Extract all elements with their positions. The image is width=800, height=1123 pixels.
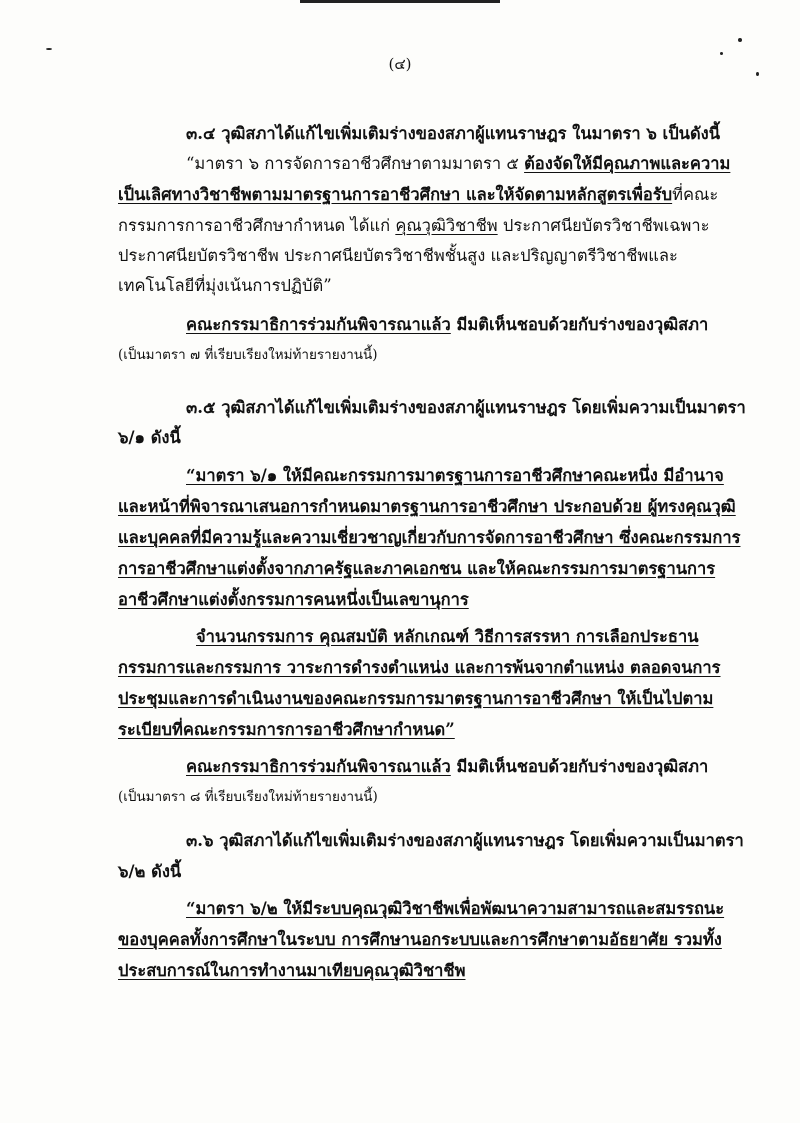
quote-text: กรรมการการอาชีวศึกษากำหนด ได้แก่ [118, 216, 396, 235]
quote-amended-text: เป็นเลิศทางวิชาชีพตามมาตรฐานการอาชีวศึกษา และให้จัดตามหลักสูตรเพื่อรับ [118, 185, 673, 204]
section-3-6-heading-line-2: ๖/๒ ดังนี้ [118, 862, 182, 881]
section-3-5-paragraph-line-3: ประชุมและการดำเนินงานของคณะกรรมการมาตรฐานการอาชีวศึกษา ให้เป็นไปตาม [118, 689, 714, 708]
section-3-5-quote-line-4: การอาชีวศึกษาแต่งตั้งจากภาครัฐและภาคเอกชน และให้คณะกรรมการมาตรฐานการ [118, 559, 716, 578]
section-3-6-quote-line-1: “มาตรา ๖/๒ ให้มีระบบคุณวุฒิวิชาชีพเพื่อพัฒนาความสามารถและสมรรถนะ [186, 899, 725, 918]
section-3-5-quote-line-2: และหน้าที่พิจารณาเสนอการกำหนดมาตรฐานการอาชีวศึกษา ประกอบด้วย ผู้ทรงคุณวุฒิ [118, 497, 736, 516]
section-3-6-quote-line-2: ของบุคคลทั้งการศึกษาในระบบ การศึกษานอกระบบและการศึกษาตามอัธยาศัย รวมทั้ง [118, 930, 722, 949]
quote-text: ที่คณะ [672, 185, 719, 204]
page-number: (๔) [388, 55, 412, 73]
scan-speck [738, 38, 742, 42]
section-3-6-heading-line-1: ๓.๖ วุฒิสภาได้แก้ไขเพิ่มเติมร่างของสภาผู้แทนราษฎร โดยเพิ่มความเป็นมาตรา [186, 831, 744, 850]
section-3-5-quote-line-1: “มาตรา ๖/๑ ให้มีคณะกรรมการมาตรฐานการอาชีวศึกษาคณะหนึ่ง มีอำนาจ [186, 466, 724, 485]
top-edge-line [300, 0, 500, 3]
opinion-text: มีมติเห็นชอบด้วยกับร่างของวุฒิสภา [450, 315, 709, 334]
section-3-5-opinion [186, 757, 708, 777]
section-3-4-quote-line-2 [118, 185, 718, 205]
section-3-5-quote-line-5: อาชีวศึกษาแต่งตั้งกรรมการคนหนึ่งเป็นเลขานุการ [118, 590, 469, 609]
section-3-5-heading-line-2: ๖/๑ ดังนี้ [118, 428, 181, 447]
section-3-4-quote-line-3 [118, 216, 710, 236]
quote-text: “มาตรา ๖ การจัดการอาชีวศึกษาตามมาตรา ๕ [186, 154, 525, 173]
committee-label: คณะกรรมาธิการร่วมกันพิจารณาแล้ว [186, 315, 451, 334]
section-3-4-note: (เป็นมาตรา ๗ ที่เรียบเรียงใหม่ท้ายรายงานนี้) [118, 347, 378, 363]
committee-label: คณะกรรมาธิการร่วมกันพิจารณาแล้ว [186, 757, 451, 776]
section-3-4-opinion [186, 315, 708, 335]
section-3-4-quote-line-4: ประกาศนียบัตรวิชาชีพ ประกาศนียบัตรวิชาชีพชั้นสูง และปริญญาตรีวิชาชีพและ [118, 246, 678, 265]
quote-amended-text: คุณวุฒิวิชาชีพ [395, 216, 498, 235]
opinion-text: มีมติเห็นชอบด้วยกับร่างของวุฒิสภา [450, 757, 709, 776]
section-3-5-heading-line-1: ๓.๕ วุฒิสภาได้แก้ไขเพิ่มเติมร่างของสภาผู้แทนราษฎร โดยเพิ่มความเป็นมาตรา [186, 398, 746, 417]
scan-speck [46, 48, 52, 50]
quote-amended-text: ต้องจัดให้มีคุณภาพและความ [524, 154, 731, 173]
section-3-6-quote-line-3: ประสบการณ์ในการทำงานมาเทียบคุณวุฒิวิชาชีพ [118, 961, 466, 980]
section-3-4-quote-line-1 [186, 154, 730, 174]
section-3-4-heading: ๓.๔ วุฒิสภาได้แก้ไขเพิ่มเติมร่างของสภาผู้แทนราษฎร ในมาตรา ๖ เป็นดังนี้ [186, 124, 720, 143]
section-3-4-quote-line-5: เทคโนโลยีที่มุ่งเน้นการปฏิบัติ” [118, 276, 332, 295]
section-3-5-paragraph-line-4: ระเบียบที่คณะกรรมการการอาชีวศึกษากำหนด” [118, 720, 455, 739]
section-3-5-note: (เป็นมาตรา ๘ ที่เรียบเรียงใหม่ท้ายรายงานนี้) [118, 789, 378, 805]
quote-text: ประกาศนียบัตรวิชาชีพเฉพาะ [497, 216, 710, 235]
section-3-5-paragraph-line-1: จำนวนกรรมการ คุณสมบัติ หลักเกณฑ์ วิธีการสรรหา การเลือกประธาน [196, 627, 699, 646]
section-3-5-quote-line-3: และบุคคลที่มีความรู้และความเชี่ยวชาญเกี่ยวกับการจัดการอาชีวศึกษา ซึ่งคณะกรรมการ [118, 528, 741, 547]
section-3-5-paragraph-line-2: กรรมการและกรรมการ วาระการดำรงตำแหน่ง และการพ้นจากตำแหน่ง ตลอดจนการ [118, 658, 721, 677]
